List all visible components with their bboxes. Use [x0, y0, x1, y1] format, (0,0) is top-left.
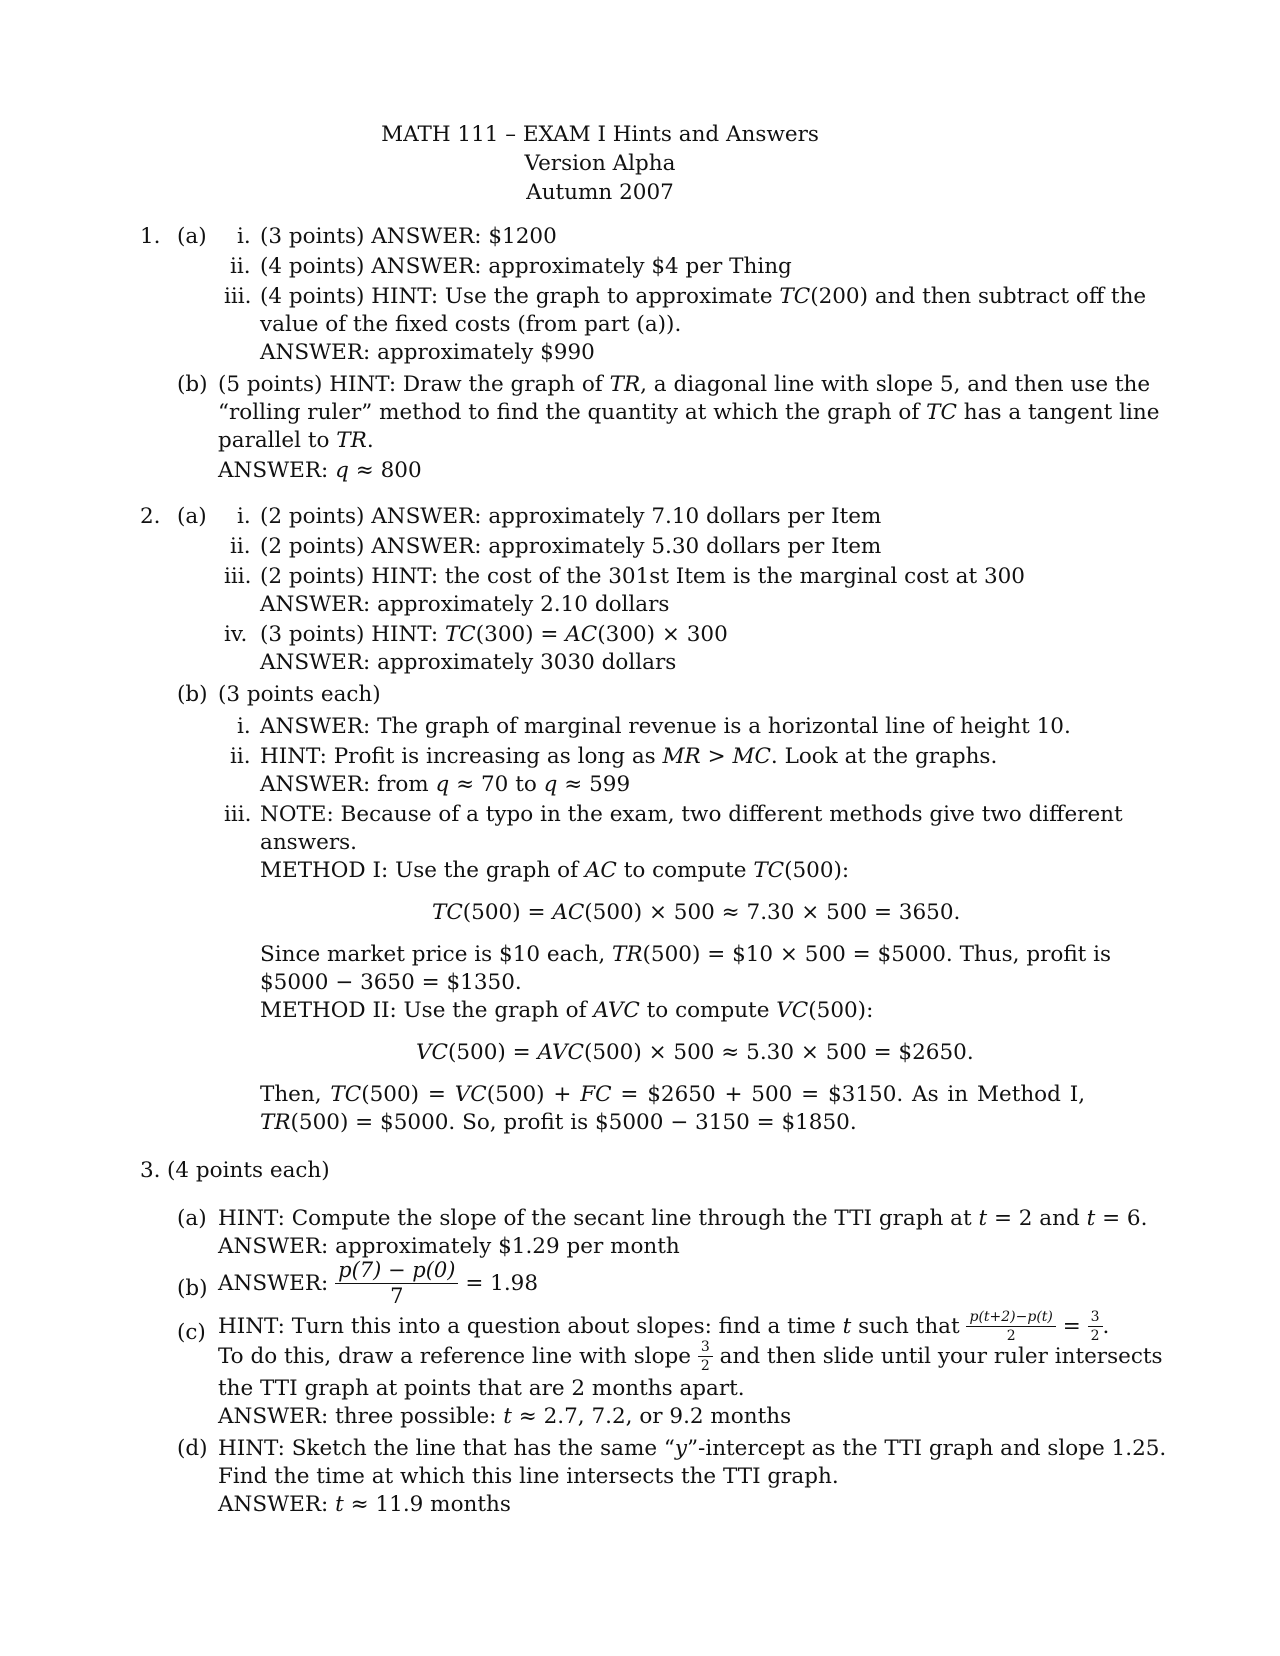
- part-label: (b): [177, 1276, 208, 1301]
- equation: VC(500) = AVC(500) × 500 ≈ 5.30 × 500 = $2650.: [416, 1040, 974, 1065]
- part-label: (a): [177, 224, 207, 249]
- fraction: $\frac{p(t+2)-p(t)}{2}$: [966, 1310, 1055, 1343]
- answer-text: (2 points) ANSWER: approximately 5.30 dollars per Item: [260, 534, 882, 559]
- answer-text: ANSWER: approximately 2.10 dollars: [260, 592, 670, 617]
- exam-title: MATH 111 – EXAM I Hints and Answers: [381, 122, 819, 147]
- hint-text: (2 points) HINT: the cost of the 301st Item is the marginal cost at 300: [260, 564, 1025, 589]
- method-heading: METHOD I: Use the graph of AC to compute TC(500):: [260, 858, 850, 883]
- explanation-text: Then, TC(500) = VC(500) + FC = $2650 + 500 = $3150. As in Method I,: [260, 1082, 1086, 1107]
- question-number: 1.: [140, 224, 161, 249]
- part-label: (b): [177, 682, 208, 707]
- answer-text: ANSWER: The graph of marginal revenue is a horizontal line of height 10.: [260, 714, 1071, 739]
- hint-text: Find the time at which this line intersects the TTI graph.: [218, 1464, 839, 1489]
- explanation-text: TR(500) = $5000. So, profit is $5000 − 3150 = $1850.: [260, 1110, 857, 1135]
- hint-text: HINT: Sketch the line that has the same “y”-intercept as the TTI graph and slope 1.25.: [218, 1436, 1167, 1461]
- answer-text: ANSWER: three possible: t ≈ 2.7, 7.2, or 9.2 months: [218, 1404, 792, 1429]
- item-number: i.: [237, 504, 251, 529]
- exam-version: Version Alpha: [524, 151, 676, 176]
- item-number: iv.: [224, 622, 248, 647]
- points-note: (3 points each): [218, 682, 381, 707]
- hint-text: (3 points) HINT: TC(300) = AC(300) × 300: [260, 622, 728, 647]
- answer-text: ANSWER: approximately $990: [260, 340, 595, 365]
- answer-text: ANSWER: from q ≈ 70 to q ≈ 599: [260, 772, 631, 797]
- note-text: NOTE: Because of a typo in the exam, two different methods give two different: [260, 802, 1123, 827]
- equation: TC(500) = AC(500) × 500 ≈ 7.30 × 500 = 3650.: [432, 900, 961, 925]
- fraction: $\frac{p(7) - p(0)}{7}$: [335, 1260, 458, 1307]
- hint-text: HINT: Compute the slope of the secant line through the TTI graph at t = 2 and t = 6.: [218, 1206, 1148, 1231]
- answer-text: ANSWER: approximately 3030 dollars: [260, 650, 677, 675]
- item-number: ii.: [230, 254, 251, 279]
- explanation-text: $5000 − 3650 = $1350.: [260, 970, 522, 995]
- answer-text: (3 points) ANSWER: $1200: [260, 224, 557, 249]
- item-number: iii.: [224, 802, 252, 827]
- hint-text: value of the fixed costs (from part (a)).: [260, 312, 682, 337]
- answer-text: ANSWER: $\frac{p(7) - p(0)}{7}$ = 1.98: [218, 1258, 539, 1308]
- hint-text: (5 points) HINT: Draw the graph of TR, a diagonal line with slope 5, and then use the: [218, 372, 1151, 397]
- explanation-text: Since market price is $10 each, TR(500) = $10 × 500 = $5000. Thus, profit is: [260, 942, 1112, 967]
- fraction: $\frac{3}{2}$: [698, 1340, 713, 1373]
- hint-text: the TTI graph at points that are 2 months apart.: [218, 1376, 745, 1401]
- hint-text: (4 points) HINT: Use the graph to approximate TC(200) and then subtract off the: [260, 284, 1147, 309]
- item-number: ii.: [230, 534, 251, 559]
- part-label: (b): [177, 372, 208, 397]
- fraction: $\frac{3}{2}$: [1088, 1310, 1103, 1343]
- question-number: 3.: [140, 1158, 161, 1183]
- answer-text: ANSWER: t ≈ 11.9 months: [218, 1492, 511, 1517]
- note-text: answers.: [260, 830, 357, 855]
- method-heading: METHOD II: Use the graph of AVC to compute VC(500):: [260, 998, 874, 1023]
- hint-text: To do this, draw a reference line with slope $\frac{3}{2}$ and then slide until your ruler intersects: [218, 1339, 1163, 1374]
- item-number: iii.: [224, 564, 252, 589]
- hint-text: HINT: Turn this into a question about slopes: find a time t such that $\frac{p(t+2)-p(t)}{2}$ = $\frac{3}{2}$ .: [218, 1309, 1110, 1344]
- question-number: 2.: [140, 504, 161, 529]
- hint-text: “rolling ruler” method to find the quantity at which the graph of TC has a tangent line: [218, 400, 1160, 425]
- hint-text: HINT: Profit is increasing as long as MR > MC. Look at the graphs.: [260, 744, 998, 769]
- exam-term: Autumn 2007: [526, 180, 674, 205]
- hint-text: parallel to TR.: [218, 428, 374, 453]
- answer-text: ANSWER: approximately $1.29 per month: [218, 1234, 680, 1259]
- answer-text: ANSWER: q ≈ 800: [218, 458, 422, 483]
- part-label: (c): [177, 1320, 206, 1345]
- item-number: iii.: [224, 284, 252, 309]
- part-label: (a): [177, 1206, 207, 1231]
- part-label: (d): [177, 1436, 208, 1461]
- part-label: (a): [177, 504, 207, 529]
- answer-text: (4 points) ANSWER: approximately $4 per Thing: [260, 254, 792, 279]
- points-note: (4 points each): [167, 1158, 330, 1183]
- item-number: i.: [237, 714, 251, 739]
- item-number: i.: [237, 224, 251, 249]
- item-number: ii.: [230, 744, 251, 769]
- answer-text: (2 points) ANSWER: approximately 7.10 dollars per Item: [260, 504, 882, 529]
